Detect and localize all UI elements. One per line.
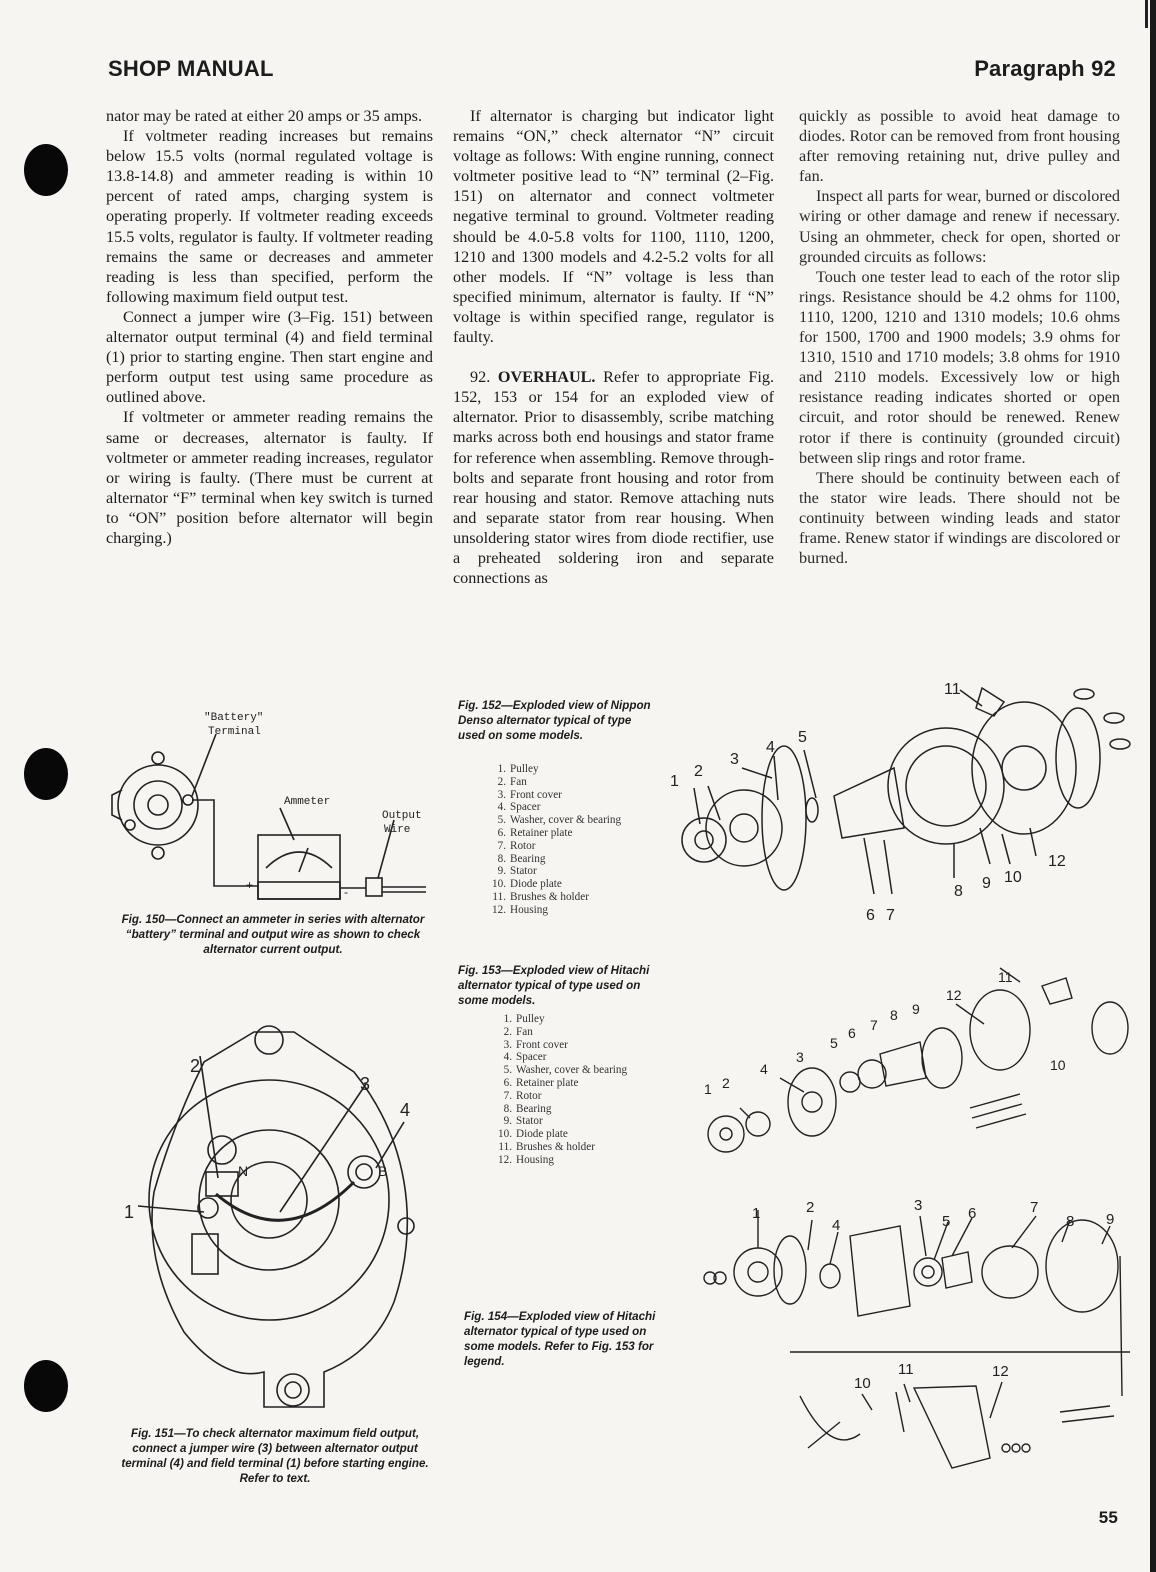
fig154-exploded-view bbox=[690, 1196, 1140, 1496]
output-wire-label: Output bbox=[382, 810, 422, 822]
callout-3: 3 bbox=[796, 1049, 804, 1065]
callout-9: 9 bbox=[1106, 1211, 1115, 1228]
legend-item: 3. Front cover bbox=[497, 788, 562, 801]
paragraph: quickly as possible to avoid heat damage to diodes. Rotor can be removed from front housing after removing retaining nut, drive pulley and fan. bbox=[799, 107, 1120, 186]
legend-item: 11. Brushes & holder bbox=[498, 1140, 595, 1153]
section-title: OVERHAUL. bbox=[497, 368, 596, 387]
legend-item: 1. Pulley bbox=[497, 763, 539, 775]
callout-6: 6 bbox=[866, 907, 875, 924]
page-number: 55 bbox=[1098, 1508, 1118, 1527]
terminal-b-label: B bbox=[378, 1163, 388, 1179]
callout-11: 11 bbox=[998, 969, 1013, 985]
legend-item: 12. Housing bbox=[492, 903, 548, 916]
callout-7: 7 bbox=[870, 1017, 878, 1033]
callout-4: 4 bbox=[400, 1100, 411, 1120]
callout-3: 3 bbox=[360, 1074, 371, 1094]
fig152-exploded-view bbox=[664, 668, 1140, 930]
paragraph-text: Refer to appropriate Fig. 152, 153 or 154 for an exploded view of alternator. Prior to disassembly, scribe matching marks across both end housings and stator frame for reference when assembling. Remove through-bolts and separate front housing and rotor from rear housing and stator. Remove attaching nuts and separate stator from rear housing. When unsoldering stator wires from diode rectifier, use a preheated soldering iron and separate connections as bbox=[453, 368, 774, 588]
callout-5: 5 bbox=[830, 1035, 838, 1051]
text-column-3 bbox=[799, 106, 1120, 568]
callout-12: 12 bbox=[992, 1363, 1009, 1380]
paragraph-number: Paragraph 92 bbox=[974, 56, 1116, 81]
callout-2: 2 bbox=[694, 763, 703, 780]
fig151-alternator-rear-view bbox=[114, 1012, 434, 1420]
header-title: SHOP MANUAL bbox=[108, 56, 274, 81]
legend-item: 7. Rotor bbox=[503, 1089, 542, 1102]
callout-5: 5 bbox=[942, 1213, 951, 1230]
callout-3: 3 bbox=[914, 1197, 923, 1214]
paragraph: Inspect all parts for wear, burned or discolored wiring or other damage and renew if necessary. Using an ohmmeter, check for open, shorted or grounded circuits as follows: bbox=[799, 187, 1120, 266]
callout-10: 10 bbox=[1050, 1057, 1066, 1073]
callout-11: 11 bbox=[898, 1361, 914, 1378]
legend-item: 2. Fan bbox=[503, 1025, 533, 1038]
terminal-n-label: N bbox=[238, 1163, 249, 1179]
legend-item: 3. Front cover bbox=[503, 1038, 568, 1051]
paragraph: If alternator is charging but indicator light remains “ON,” check alternator “N” circuit voltage as follows: With engine running, connect voltmeter positive lead to “N” terminal (2–Fig. 151) on alternator and connect voltmeter negative terminal to ground. Voltmeter reading should be 4.0-5.8 volts for 1100, 1110, 1200, 1210 and 1300 models and 4.2-5.2 volts for all other models. If “N” voltage is less than specified minimum, alternator is faulty. If “N” voltage is within specified range, regulator is faulty. bbox=[453, 107, 774, 347]
output-wire-label: Wire bbox=[384, 824, 411, 836]
callout-1: 1 bbox=[752, 1205, 761, 1222]
callout-2: 2 bbox=[190, 1056, 201, 1076]
fig153-caption: Fig. 153—Exploded view of Hitachi alternator typical of type used on some models. bbox=[458, 964, 650, 1007]
binder-hole bbox=[24, 1360, 68, 1412]
callout-9: 9 bbox=[982, 875, 991, 892]
callout-2: 2 bbox=[722, 1075, 730, 1091]
section-number: 92. bbox=[470, 368, 491, 387]
paragraph: If voltmeter or ammeter reading remains the same or decreases, alternator is faulty. If voltmeter or ammeter reading increases, regulator or wiring is faulty. (There must be current at alternator “F” terminal when key switch is turned to “ON” position before alternator will begin charging.) bbox=[106, 408, 433, 547]
legend-item: 11. Brushes & holder bbox=[492, 890, 589, 903]
callout-8: 8 bbox=[1066, 1213, 1075, 1230]
fig153-legend bbox=[490, 1013, 627, 1167]
paragraph: Touch one tester lead to each of the rotor slip rings. Resistance should be 4.2 ohms for 1100, 1110, 1200, 1210 and 1310 models; 10.6 ohms for 1500, 1700 and 1900 models; 3.9 ohms for 1310, 1510 and 1710 models; 3.8 ohms for 1910 and 2110 models. Excessively low or high resistance reading indicates shorted or open circuit, and rotor should be renewed. Renew rotor if there is continuity (grounded circuit) between slip rings and rotor frame. bbox=[799, 267, 1120, 467]
legend-item: 6. Retainer plate bbox=[503, 1076, 579, 1089]
callout-10: 10 bbox=[854, 1375, 871, 1392]
legend-item: 7. Rotor bbox=[497, 839, 536, 852]
legend-item: 9. Stator bbox=[497, 865, 537, 878]
legend-item: 10. Diode plate bbox=[498, 1128, 568, 1141]
text-column-2 bbox=[453, 106, 774, 588]
paragraph: nator may be rated at either 20 amps or 35 amps. bbox=[106, 107, 423, 125]
legend-item: 4. Spacer bbox=[503, 1051, 547, 1064]
battery-terminal-label: "Battery" bbox=[204, 712, 264, 724]
legend-item: 8. Bearing bbox=[503, 1102, 552, 1115]
fig152-caption: Fig. 152—Exploded view of Nippon Denso alternator typical of type used on some models. bbox=[458, 699, 651, 742]
fig150-ammeter-diagram bbox=[108, 700, 438, 910]
paragraph: Connect a jumper wire (3–Fig. 151) between alternator output terminal (4) and field terminal (1) prior to starting engine. Then start engine and perform output test using same procedure as outlined above. bbox=[106, 307, 433, 407]
ammeter-label: Ammeter bbox=[284, 796, 331, 808]
fig152-legend bbox=[484, 763, 621, 917]
callout-4: 4 bbox=[766, 739, 775, 756]
legend-item: 1. Pulley bbox=[503, 1013, 545, 1025]
binder-hole bbox=[24, 748, 68, 800]
fig150-caption: Fig. 150—Connect an ammeter in series with alternator “battery” terminal and output wire as shown to check alternator current output. bbox=[121, 913, 425, 956]
legend-item: 12. Housing bbox=[498, 1153, 554, 1166]
binder-hole bbox=[24, 144, 68, 196]
minus-sign: - bbox=[344, 885, 348, 899]
callout-11: 11 bbox=[944, 681, 961, 698]
fig151-caption: Fig. 151—To check alternator maximum field output, connect a jumper wire (3) between alternator output terminal (4) and field terminal (1) before starting engine. Refer to text. bbox=[121, 1427, 429, 1485]
callout-6: 6 bbox=[848, 1025, 856, 1041]
callout-9: 9 bbox=[912, 1001, 920, 1017]
fig154-caption: Fig. 154—Exploded view of Hitachi alternator typical of type used on some models. Refer to Fig. 153 for legend. bbox=[464, 1310, 656, 1368]
page-edge-mark bbox=[1145, 0, 1148, 28]
callout-5: 5 bbox=[798, 729, 807, 746]
section-paragraph bbox=[453, 367, 774, 588]
callout-1: 1 bbox=[670, 773, 679, 790]
legend-item: 5. Washer, cover & bearing bbox=[497, 814, 622, 827]
fig153-exploded-view bbox=[680, 958, 1140, 1174]
callout-6: 6 bbox=[968, 1205, 977, 1222]
callout-8: 8 bbox=[890, 1007, 898, 1023]
callout-7: 7 bbox=[886, 907, 895, 924]
callout-10: 10 bbox=[1004, 869, 1022, 886]
legend-item: 2. Fan bbox=[497, 775, 527, 788]
legend-item: 6. Retainer plate bbox=[497, 826, 573, 839]
legend-item: 10. Diode plate bbox=[492, 878, 562, 891]
callout-8: 8 bbox=[954, 883, 963, 900]
paragraph: If voltmeter reading increases but remains below 15.5 volts (normal regulated voltage is 13.8-14.8) and ammeter reading is within 10 percent of rated amps, charging system is operating properly. If voltmeter reading exceeds 15.5 volts, regulator is faulty. If voltmeter reading remains the same or decreases and ammeter reading is less than specified, perform the following maximum field output test. bbox=[106, 127, 433, 306]
legend-item: 9. Stator bbox=[503, 1115, 543, 1128]
legend-item: 5. Washer, cover & bearing bbox=[503, 1064, 628, 1077]
page-edge bbox=[1150, 0, 1156, 1572]
plus-sign: + bbox=[246, 878, 254, 892]
callout-1: 1 bbox=[704, 1081, 712, 1097]
battery-terminal-label: Terminal bbox=[208, 726, 261, 738]
callout-4: 4 bbox=[832, 1217, 841, 1234]
callout-12: 12 bbox=[1048, 853, 1066, 870]
callout-12: 12 bbox=[946, 987, 962, 1003]
callout-4: 4 bbox=[760, 1061, 768, 1077]
callout-3: 3 bbox=[730, 751, 739, 768]
legend-item: 8. Bearing bbox=[497, 852, 546, 865]
callout-2: 2 bbox=[806, 1199, 815, 1216]
paragraph: There should be continuity between each of the stator wire leads. There should not be continuity between winding leads and stator frame. Renew stator if windings are discolored or burned. bbox=[799, 468, 1120, 568]
legend-item: 4. Spacer bbox=[497, 801, 541, 814]
callout-7: 7 bbox=[1030, 1199, 1039, 1216]
text-column-1 bbox=[106, 106, 433, 548]
callout-1: 1 bbox=[124, 1202, 135, 1222]
